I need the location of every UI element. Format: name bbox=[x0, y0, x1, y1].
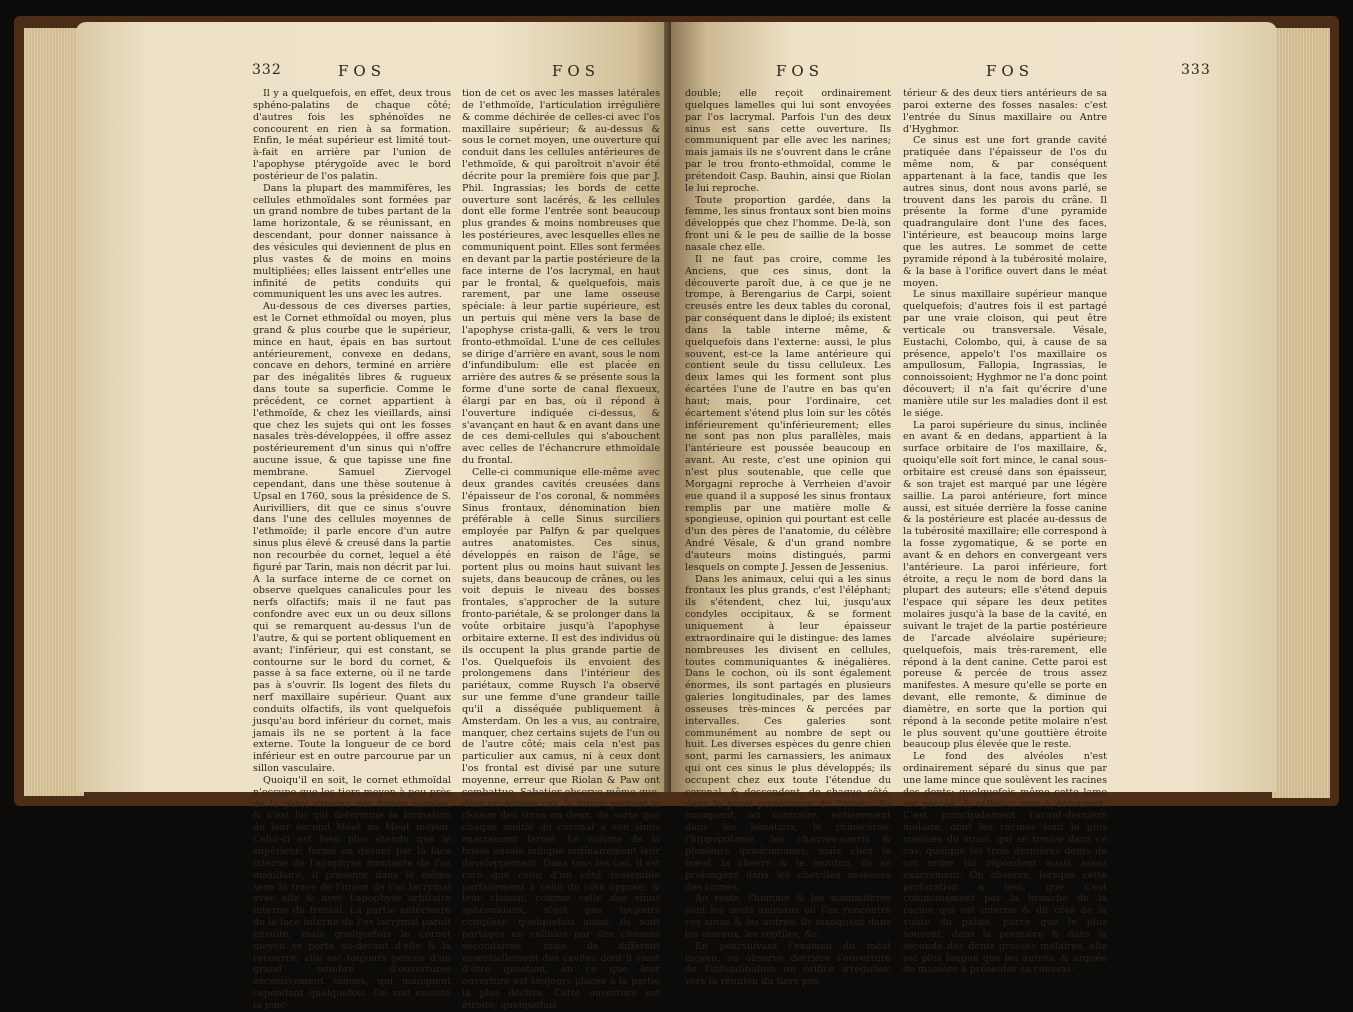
paragraph: Quoiqu'il en soit, le cornet ethmoïdal n'occupe que les tiers moyen à peu près de la paroi externe des fosses nasales, & c'est lui qui détermine la formation de leur second Méat ou Méat moyen. Celui-ci est bien plus étendu que le supérieur; formé en devant par la face interne de l'apophyse montante de l'os maxillaire, il présente dans le même sens la trace de l'union de l'os lacrymal avec elle & avec l'apophyse orbitaire interne du frontal. La partie antérieure de la face interne de l'os lacrymal paroît ensuite, mais quelquefois le cornet moyen se porte au-devant d'elle & la recouvre; elle est toujours percée d'un grand nombre d'ouvertures excessivement ténues, qui manquent cependant quelquefois. On voit ensuite la jonc- bbox=[253, 774, 451, 1011]
right-column-1 bbox=[685, 88, 891, 988]
right-column-2 bbox=[903, 88, 1107, 976]
right-running-header bbox=[776, 62, 1216, 84]
paragraph: En poursuivant l'examen du méat moyen, on observe derrière l'ouverture de l'infundibulum un orifice irrégulier, vers la réunion du tiers pos- bbox=[685, 940, 891, 988]
paragraph: Au-dessous de ces diverses parties, est le Cornet ethmoïdal ou moyen, plus grand & plus courbe que le supérieur, mince en haut, épais en bas surtout antérieurement, convexe en dedans, concave en dehors, terminé en arrière par des inégalités libres & rugueux dans toute sa superficie. Comme le précédent, ce cornet appartient à l'ethmoïde, & chez les vieillards, ainsi que chez les sujets qui ont les fosses nasales très-développées, il offre assez postérieurement d'un sinus qui n'offre aucune issue, & que tapisse une fine membrane. Samuel Ziervogel cependant, dans une thèse soutenue à Upsal en 1760, sous la présidence de S. Aurivilliers, dit que ce sinus s'ouvre dans l'une des cellules moyennes de l'ethmoïde; il parle encore d'un autre sinus plus élevé & creusé dans la partie non recourbée du cornet, lequel a été figuré par Tarin, mais non décrit par lui. A la surface interne de ce cornet on observe quelques canalicules pour les nerfs olfactifs; mais il ne faut pas confondre avec eux un ou deux sillons qui se remarquent au-dessus l'un de l'autre, & qui se portent obliquement en avant; l'inférieur, qui est constant, se contourne sur le bord du cornet, & passe à sa face externe, où il ne tarde pas à s'ouvrir. Ils logent des filets du nerf maxillaire supérieur. Quant aux conduits olfactifs, ils vont quelquefois jusqu'au bord inférieur du cornet, mais jamais ils ne se portent à la face externe. Toute la longueur de ce bord inférieur est en outre parcourue par un sillon vasculaire. bbox=[253, 301, 451, 775]
paragraph: Dans les animaux, celui qui a les sinus frontaux les plus grands, c'est l'éléphant; ils s'étendent, chez lui, jusqu'aux condyles occipitaux, & se forment uniquement à leur épaisseur extraordinaire qui le distingue: des lames nombreuses les divisent en cellules, toutes communiquantes & inégalières. Dans le cochon, où ils sont également énormes, ils sont partagés en plusieurs galeries longitudinales, par des lames osseuses très-minces & percées par intervalles. Ces galeries sont communément au nombre de sept ou huit. Les diverses espèces du genre chien sont, parmi les carnassiers, les animaux qui ont ces sinus le plus développés; ils occupent chez eux toute l'étendue du coronal, & descendent, de chaque côté, dans la paroi postérieure de l'orbite. Ils manquent, au contraire, entièrement dans les bénataux, le rhinocéros, l'hippopotame, les chauves-souris & plusieurs quadrumanes; mais chez le bœuf, la chèvre & le mouton, ils se prolongent dans les chevilles osseuses des cornes. bbox=[685, 573, 891, 893]
page-edges-right bbox=[1272, 28, 1330, 798]
paragraph: double; elle reçoit ordinairement quelques lamelles qui lui sont envoyées par l'os lacrymal. Parfois l'un des deux sinus est sans cette ouverture. Ils communiquent par elle avec les narines; mais jamais ils ne s'ouvrent dans le crâne par le trou fronto-ethmoïdal, comme le prétendoit Casp. Bauhin, ainsi que Riolan le lui reproche. bbox=[685, 88, 891, 194]
right-page-number: 333 bbox=[1181, 62, 1211, 78]
page-edges-left bbox=[24, 28, 84, 796]
paragraph: Le fond des alvéoles n'est ordinairement séparé du sinus que par une lame mince que soulèvent les racines des dents; quelquefois même cette lame est percée, & celles-ci sont à découvert. C'est principalement l'avant-dernière molaire, dont les racines sont le plus voisines du sinus, qui se trouve dans ce cas, quoique les trois dernières dents de cet ordre lui répondent aussi assez exactement. On observe, lorsque cette perforation a lieu, que c'est communément par la branche de la racine qui est interne & du côté de la voûte du palais, parce que le plus souvent, dans la première & dans la seconde des dents grosses molaires, elle est plus longue que les autres, & arquée de manière à présenter sa convexi- bbox=[903, 751, 1107, 976]
paragraph: Dans la plupart des mammifères, les cellules ethmoïdales sont formées par un grand nombre de tubes partant de la lame horizontale, & se réunissant, en descendant, pour donner naissance à des vésicules qui deviennent de plus en plus vastes & de moins en moins multipliées; elles laissent entr'elles une infinité de petits conduits qui communiquent les uns avec les autres. bbox=[253, 182, 451, 301]
paragraph: Il ne faut pas croire, comme les Anciens, que ces sinus, dont la découverte paroît due, à ce que je ne trompe, à Berengarius de Carpi, soient creusés entre les deux tables du coronal, par conséquent dans le diploé; ils existent dans la table interne même, & quelquefois dans l'externe: aussi, le plus souvent, est-ce la lame antérieure qui contient seule du tissu celluleux. Les deux lames qui les forment sont plus écartées l'une de l'autre en bas qu'en haut; mais, pour l'ordinaire, cet écartement s'étend plus loin sur les côtés inférieurement qu'inférieurement; elles ne sont pas non plus parallèles, mais l'antérieure est poussée beaucoup en avant. Au reste, c'est une opinion qui n'est plus soutenable, que celle que Morgagni reproche à Verrheien d'avoir eue quand il a supposé les sinus frontaux remplis par une matière molle & spongieuse, opinion qui pourtant est celle d'un des pères de l'anatomie, du célèbre André Vésale, & d'un grand nombre d'auteurs moins distingués, parmi lesquels on compte J. Jessen de Jessenius. bbox=[685, 253, 891, 573]
left-header-word-1: FOS bbox=[338, 62, 386, 80]
paragraph: térieur & des deux tiers antérieurs de sa paroi externe des fosses nasales: c'est l'entrée du Sinus maxillaire ou Antre d'Hyghmor. bbox=[903, 88, 1107, 135]
right-page bbox=[671, 22, 1277, 988]
left-column-1 bbox=[253, 88, 451, 1011]
left-page bbox=[76, 22, 671, 1011]
paragraph: Il y a quelquefois, en effet, deux trous sphéno-palatins de chaque côté; d'autres fois les sphénoïdes ne concourent en rien à sa formation. Enfin, le méat supérieur est limité tout-à-fait en arrière par l'union de l'apophyse ptérygoïde avec le bord postérieur de l'os palatin. bbox=[253, 88, 451, 182]
paragraph: Le sinus maxillaire supérieur manque quelquefois; d'autres fois il est partagé par une vraie cloison, qui peut être verticale ou transversale. Vésale, Eustachi, Colombo, qui, à cause de sa présence, appelo't l'os maxillaire os ampullosum, Fallopia, Ingrassias, le connoissoient; Hyghmor ne l'a donc point découvert; il n'a fait qu'écrire d'une manière utile sur les maladies dont il est le siége. bbox=[903, 289, 1107, 419]
right-header-word-1: FOS bbox=[776, 62, 824, 80]
paragraph: Au reste, l'homme & les mammifères sont les seuls animaux où l'on rencontre ces sinus & les autres; ils manquent dans les oiseaux, les reptiles, &c. bbox=[685, 893, 891, 940]
left-page-number: 332 bbox=[252, 62, 282, 78]
paragraph: tion de cet os avec les masses latérales de l'ethmoïde, l'articulation irrégulière & comme déchirée de celles-ci avec l'os maxillaire supérieur; & au-dessus & sous le cornet moyen, une ouverture qui conduit dans les cellules antérieures de l'ethmoïde, & qui paroîtroit n'avoir été décrite pour la première fois que par J. Phil. Ingrassias; les bords de cette ouverture sont lacérés, & les cellules dont elle forme l'entrée sont beaucoup plus grandes & moins nombreuses que les postérieures, avec lesquelles elles ne communiquent point. Elles sont fermées en devant par la partie postérieure de la face interne de l'os lacrymal, en haut par le frontal, & quelquefois, mais rarement, par une lame osseuse spéciale: à leur partie supérieure, est un pertuis qui mène vers la base de l'apophyse crista-galli, & vers le trou fronto-ethmoïdal. L'une de ces cellules se dirige d'arrière en avant, sous le nom d'infundibulum: elle est placée en arrière des autres & se présente sous la forme d'une sorte de canal flexueux, élargi par en bas, où il répond à l'ouverture indiquée ci-dessus, & s'avançant en haut & en avant dans une de ces demi-cellules qui s'abouchent avec celles de l'échancrure ethmoïdale du frontal. bbox=[462, 88, 660, 467]
left-running-header bbox=[252, 62, 672, 84]
paragraph: Ce sinus est une fort grande cavité pratiquée dans l'épaisseur de l'os du même nom, & par conséquent appartenant à la face, tandis que les autres sinus, dont nous avons parlé, se trouvent dans les parois du crâne. Il présente la forme d'une pyramide quadrangulaire dont l'une des faces, l'intérieure, est beaucoup moins large que les autres. Le sommet de cette pyramide répond à la tubérosité molaire, & la base à l'orifice ouvert dans le méat moyen. bbox=[903, 135, 1107, 289]
left-column-2 bbox=[462, 88, 660, 1011]
right-header-word-2: FOS bbox=[986, 62, 1034, 80]
paragraph: Celle-ci communique elle-même avec deux grandes cavités creusées dans l'épaisseur de l'os coronal, & nommées Sinus frontaux, dénomination bien préférable à celle Sinus surciliers employée par Palfyn & par quelques autres anatomistes. Ces sinus, développés en raison de l'âge, se portent plus ou moins haut suivant les sujets, dans beaucoup de crânes, ou les voit depuis le niveau des bosses frontales, s'approcher de la suture fronto-pariétale, & se prolonger dans la voûte orbitaire jusqu'à l'apophyse orbitaire externe. Il est des individus où ils occupent la plus grande partie de l'os. Quelquefois ils envoient des prolongemens dans l'intérieur des pariétaux, comme Ruysch l'a observé sur une femme d'une grandeur taille qu'il a disséquée publiquement à Amsterdam. On les a vus, au contraire, manquer, chez certains sujets de l'un ou de l'autre côté; mais cela n'est pas particulier aux camus, ni à ceux dont l'os frontal est divisé par une suture moyenne, erreur que Riolan & Paw ont combattue. Sabatier observe même que, dans ce dernier cas, la future partage la cloison des sinus en deux, de sorte que chaque moitié du coronal a son sinus exactement fermé. Le volume de la bosse nasale indique ordinairement leur développement. Dans tous les cas, il est rare que celui d'un côté ressemble parfaitement à celui du côté opposé; & leur cloison, comme celle des sinus sphénoïdaux, n'est pas toujours complète; quelquefois aussi, ils sont partagés en cellules par des cloisons secondaires; mais ils diffèrent essentiellement des cavités dont il vient d'être question, en ce que leur ouverture est toujours placée à la partie la plus déclive. Cette ouverture est étroite, quelquefois bbox=[462, 467, 660, 1011]
paragraph: La paroi supérieure du sinus, inclinée en avant & en dedans, appartient à la surface orbitaire de l'os maxillaire, &, quoiqu'elle soit fort mince, le canal sous-orbitaire est creusé dans son épaisseur, & son trajet est marqué par une légère saillie. La paroi antérieure, fort mince aussi, est située derrière la fosse canine & la postérieure est placée au-dessus de la tubérosité maxillaire; elle correspond à la fosse zygomatique, & se porte en avant & en dehors en convergeant vers l'antérieure. La paroi inférieure, fort étroite, a reçu le nom de bord dans la plupart des auteurs; elle s'étend depuis l'espace qui sépare les deux petites molaires jusqu'à la base de la cavité, en suivant le trajet de la partie postérieure de l'arcade alvéolaire supérieure; quelquefois, mais très-rarement, elle répond à la dent canine. Cette paroi est poreuse & percée de trous assez manifestes. A mesure qu'elle se porte en devant, elle remonte, & diminue de diamètre, en sorte que la portion qui répond à la seconde petite molaire n'est le plus souvent qu'une gouttière étroite beaucoup plus élevée que le reste. bbox=[903, 419, 1107, 751]
paragraph: Toute proportion gardée, dans la femme, les sinus frontaux sont bien moins développés que chez l'homme. De-là, son front uni & le peu de saillie de la bosse nasale chez elle. bbox=[685, 194, 891, 253]
left-header-word-2: FOS bbox=[552, 62, 600, 80]
